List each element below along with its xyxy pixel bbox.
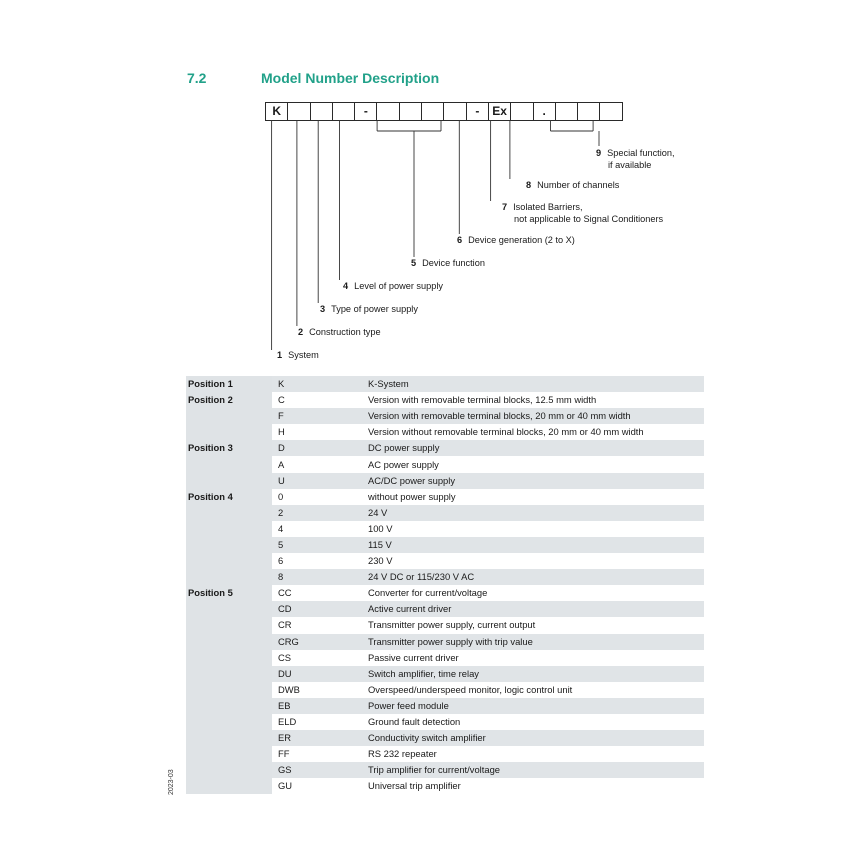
description-cell: Power feed module (364, 698, 704, 714)
code-cell: CR (278, 619, 292, 631)
code-cell: A (278, 458, 285, 470)
description-cell: Trip amplifier for current/voltage (364, 762, 704, 778)
description-cell: without power supply (368, 490, 456, 502)
section-number: 7.2 (187, 70, 207, 86)
diagram-label-9 (596, 147, 675, 171)
position-cell: Position 4 (186, 489, 272, 586)
description-cell: Active current driver (364, 601, 704, 617)
code-cell: DU (272, 666, 364, 682)
model-number-diagram (0, 0, 865, 370)
description-cell: Transmitter power supply, current output (368, 619, 536, 631)
diagram-label-text: Type of power supply (331, 304, 418, 314)
description-cell: DC power supply (364, 440, 704, 456)
diagram-label-text: System (288, 350, 319, 360)
code-cell: EB (272, 698, 364, 714)
description-cell: Passive current driver (368, 651, 459, 663)
table-row (186, 376, 704, 392)
diagram-label-4 (343, 280, 443, 292)
code-cell: CD (272, 601, 364, 617)
diagram-label-number: 8 (526, 180, 532, 190)
model-box-4: - (354, 102, 377, 121)
code-cell: 6 (278, 555, 284, 567)
code-cell: DWB (278, 683, 300, 695)
diagram-label-text-line2: if available (608, 160, 652, 170)
diagram-label-number: 7 (502, 202, 508, 212)
diagram-label-text: Special function, (607, 148, 675, 158)
diagram-label-1 (277, 349, 319, 361)
description-cell: Ground fault detection (368, 716, 461, 728)
diagram-label-text: Device function (422, 258, 485, 268)
code-cell: D (272, 440, 364, 456)
code-cell: GU (278, 780, 293, 792)
description-cell: Universal trip amplifier (368, 780, 461, 792)
description-cell: Switch amplifier, time relay (364, 666, 704, 682)
code-cell: ELD (278, 716, 297, 728)
diagram-label-text: Construction type (309, 327, 381, 337)
description-cell: 24 V DC or 115/230 V AC (364, 569, 704, 585)
code-cell: CS (278, 651, 292, 663)
code-cell: GS (272, 762, 364, 778)
code-cell: CRG (272, 634, 364, 650)
diagram-label-5 (411, 257, 485, 269)
code-cell: U (272, 473, 364, 489)
description-cell: 115 V (364, 537, 704, 553)
position-cell: Position 2 (186, 392, 272, 440)
position-cell: Position 3 (186, 440, 272, 488)
diagram-label-2 (298, 326, 381, 338)
diagram-label-number: 5 (411, 258, 417, 268)
position-cell: Position 5 (186, 585, 272, 794)
section-title: Model Number Description (261, 70, 440, 86)
description-cell: Transmitter power supply with trip value (364, 634, 704, 650)
diagram-label-text: Number of channels (537, 180, 620, 190)
description-cell: AC/DC power supply (364, 473, 704, 489)
code-cell: 2 (272, 505, 364, 521)
code-cell: FF (278, 748, 290, 760)
description-cell: K-System (364, 376, 704, 392)
description-cell: 100 V (368, 522, 393, 534)
diagram-label-number: 3 (320, 304, 326, 314)
model-box-12: . (533, 102, 556, 121)
diagram-label-7 (502, 201, 663, 225)
diagram-label-text-line2: not applicable to Signal Conditioners (514, 214, 664, 224)
code-cell: F (272, 408, 364, 424)
diagram-label-text: Isolated Barriers, (513, 202, 583, 212)
date-code: 2023-03 (168, 769, 175, 795)
diagram-label-3 (320, 303, 418, 315)
table-row (186, 489, 704, 505)
description-cell: AC power supply (368, 458, 439, 470)
description-cell: Overspeed/underspeed monitor, logic control unit (368, 683, 573, 695)
diagram-label-number: 9 (596, 148, 602, 158)
code-cell: CC (278, 587, 292, 599)
code-cell: 8 (272, 569, 364, 585)
code-cell: K (272, 376, 364, 392)
description-cell: RS 232 repeater (368, 748, 437, 760)
description-cell: Conductivity switch amplifier (364, 730, 704, 746)
diagram-label-8 (526, 179, 619, 191)
diagram-label-text: Level of power supply (354, 281, 443, 291)
description-cell: Version with removable terminal blocks, 20 mm or 40 mm width (364, 408, 704, 424)
table-row (186, 392, 704, 408)
code-cell: C (278, 394, 285, 406)
table-row (186, 440, 704, 456)
description-cell: Converter for current/voltage (368, 587, 488, 599)
diagram-label-number: 4 (343, 281, 349, 291)
code-cell: H (278, 426, 285, 438)
table-row (186, 585, 704, 601)
description-cell: Version with removable terminal blocks, 12.5 mm width (368, 394, 597, 406)
code-cell: 5 (272, 537, 364, 553)
code-cell: 4 (278, 522, 284, 534)
model-code-table (186, 376, 704, 794)
description-cell: Version without removable terminal blocks, 20 mm or 40 mm width (368, 426, 644, 438)
description-cell: 230 V (368, 555, 393, 567)
model-box-9: - (466, 102, 489, 121)
model-box-10: Ex (488, 102, 511, 121)
model-box-0: K (265, 102, 288, 121)
code-cell: 0 (278, 490, 284, 502)
description-cell: 24 V (364, 505, 704, 521)
diagram-label-number: 6 (457, 235, 463, 245)
code-cell: ER (272, 730, 364, 746)
position-cell: Position 1 (186, 376, 272, 392)
diagram-label-number: 1 (277, 350, 283, 360)
diagram-label-6 (457, 234, 575, 246)
diagram-label-number: 2 (298, 327, 304, 337)
diagram-label-text: Device generation (2 to X) (468, 235, 575, 245)
